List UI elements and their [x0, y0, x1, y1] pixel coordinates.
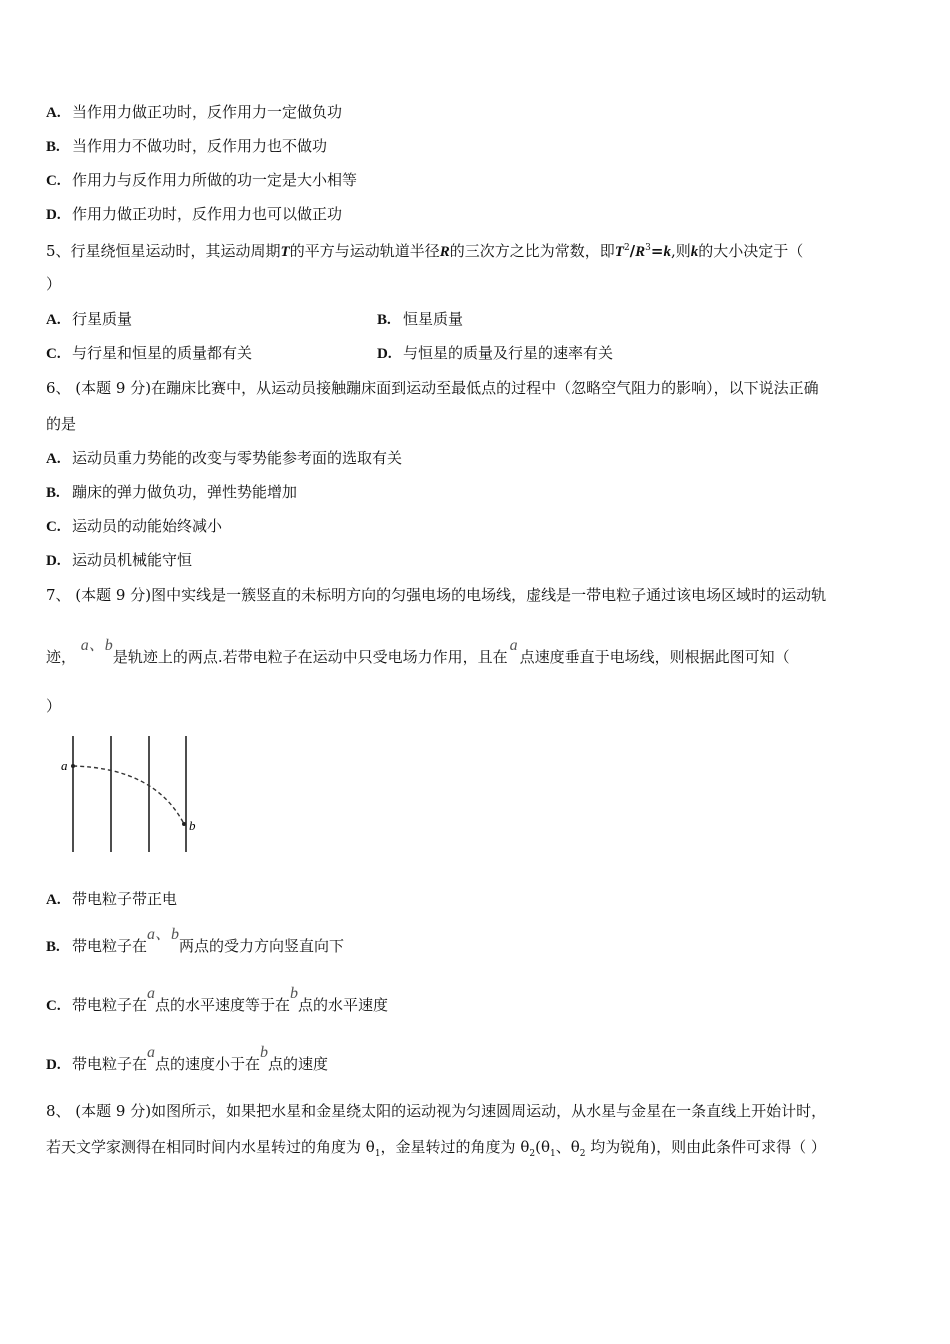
stem-text: 、θ [555, 1138, 580, 1156]
option-label: A. [46, 451, 61, 467]
var-b: b [260, 1044, 269, 1061]
option-text: 点的速度 [268, 1055, 329, 1073]
var-T: T [280, 244, 290, 260]
option-label: C. [46, 173, 61, 189]
option-text: 运动员的动能始终减小 [72, 517, 223, 535]
q7-stem-line2 [46, 637, 790, 668]
q6-stem-line1: 6、 (本题 9 分)在蹦床比赛中，从运动员接触蹦床面到运动至最低点的过程中（忽略空气阻力的影响），以下说法正确 [46, 379, 819, 397]
stem-text: 迹， [46, 648, 77, 666]
q8-stem-line2 [46, 1137, 826, 1164]
option-label: B. [46, 139, 60, 155]
q5-option-d [377, 343, 613, 364]
point-a [71, 764, 75, 768]
option-text: 蹦床的弹力做负功，弹性势能增加 [72, 483, 298, 501]
var-k: k [690, 244, 699, 260]
q4-option-c [46, 170, 357, 191]
var-a: a [147, 985, 156, 1002]
stem-text: 是轨迹上的两点.若带电粒子在运动中只受电场力作用，且在 [112, 648, 508, 666]
label-b: b [189, 818, 196, 833]
q7-close: ） [46, 697, 62, 715]
formula-k: k [663, 244, 671, 260]
option-text: 与恒星的质量及行星的速率有关 [403, 344, 614, 362]
q5-option-a [46, 309, 132, 330]
option-text: 点的速度小于在 [155, 1055, 261, 1073]
var-R: R [439, 244, 450, 260]
var-ab: a、b [147, 926, 180, 943]
formula-sup: 3 [645, 243, 651, 253]
option-text: 带电粒子在 [72, 937, 148, 955]
subscript: 2 [579, 1149, 586, 1159]
option-label: B. [46, 485, 60, 501]
q7-option-a [46, 889, 177, 910]
q6-stem-line2: 的是 [46, 415, 77, 433]
var-a: a [147, 1044, 156, 1061]
q7-stem-line1: 7、 (本题 9 分)图中实线是一簇竖直的未标明方向的匀强电场的电场线，虚线是一带电粒子通过该电场区域时的运动轨 [46, 586, 827, 604]
option-label: B. [377, 312, 391, 328]
option-text: 当作用力做正功时，反作用力一定做负功 [72, 103, 343, 121]
option-text: 带电粒子在 [72, 1055, 148, 1073]
formula-T: T [614, 244, 624, 260]
option-label: C. [46, 998, 61, 1014]
option-text: 与行星和恒星的质量都有关 [72, 344, 253, 362]
point-b [182, 822, 186, 826]
option-text: 两点的受力方向竖直向下 [179, 937, 345, 955]
q5-close: ） [46, 275, 62, 293]
q4-option-d [46, 204, 342, 225]
stem-text: 的平方与运动轨道半径 [289, 242, 440, 260]
option-text: 当作用力不做功时，反作用力也不做功 [72, 137, 328, 155]
option-label: A. [46, 892, 61, 908]
option-text: 运动员重力势能的改变与零势能参考面的选取有关 [72, 449, 403, 467]
q8-stem-line1: 8、 (本题 9 分)如图所示，如果把水星和金星绕太阳的运动视为匀速圆周运动，从水星与金星在一条直线上开始计时， [46, 1102, 827, 1120]
option-text: 恒星质量 [403, 310, 464, 328]
q6-option-c [46, 516, 222, 537]
stem-text: 均为锐角)，则由此条件可求得（ ） [585, 1138, 826, 1156]
option-label: D. [46, 207, 61, 223]
q7-option-d [46, 1044, 329, 1075]
label-a: a [61, 758, 68, 773]
stem-text: 的三次方之比为常数，即 [449, 242, 615, 260]
option-label: A. [46, 312, 61, 328]
stem-text: 5、行星绕恒星运动时，其运动周期 [46, 242, 281, 260]
option-label: C. [46, 519, 61, 535]
stem-text: ，金星转过的角度为 θ [380, 1138, 530, 1156]
q6-option-b [46, 482, 297, 503]
formula-eq: = [650, 242, 664, 260]
q5-option-c [46, 343, 252, 364]
formula-R: R [635, 244, 646, 260]
option-label: D. [46, 553, 61, 569]
option-text: 带电粒子在 [72, 996, 148, 1014]
q4-option-b [46, 136, 327, 157]
subscript: 1 [374, 1149, 381, 1159]
subscript: 2 [529, 1149, 536, 1159]
var-b: b [290, 985, 299, 1002]
stem-text: 点速度垂直于电场线，则根据此图可知（ [519, 648, 790, 666]
option-text: 作用力与反作用力所做的功一定是大小相等 [72, 171, 358, 189]
q6-option-d [46, 550, 192, 571]
field-diagram [55, 728, 215, 860]
q7-option-b [46, 926, 345, 957]
option-label: C. [46, 346, 61, 362]
option-text: 点的水平速度 [298, 996, 389, 1014]
var-a: a [509, 637, 518, 654]
option-text: 作用力做正功时，反作用力也可以做正功 [72, 205, 343, 223]
q7-option-c [46, 985, 389, 1016]
stem-text: 若天文学家测得在相同时间内水星转过的角度为 θ [46, 1138, 375, 1156]
option-text: 点的水平速度等于在 [155, 996, 291, 1014]
stem-text: 的大小决定于（ [698, 242, 804, 260]
q5-option-b [377, 309, 463, 330]
stem-text: ,则 [670, 242, 691, 260]
var-ab: a、b [80, 637, 113, 654]
option-text: 运动员机械能守恒 [72, 551, 193, 569]
option-label: B. [46, 939, 60, 955]
option-text: 行星质量 [72, 310, 133, 328]
q5-stem [46, 238, 803, 262]
option-text: 带电粒子带正电 [72, 890, 178, 908]
q6-option-a [46, 448, 402, 469]
formula-sup: 2 [623, 243, 630, 253]
formula-slash: / [629, 242, 636, 260]
option-label: A. [46, 105, 61, 121]
stem-text: (θ [535, 1138, 550, 1156]
trajectory-dashed [73, 766, 184, 824]
subscript: 1 [549, 1149, 556, 1159]
q4-option-a [46, 102, 342, 123]
option-label: D. [46, 1057, 61, 1073]
option-label: D. [377, 346, 392, 362]
